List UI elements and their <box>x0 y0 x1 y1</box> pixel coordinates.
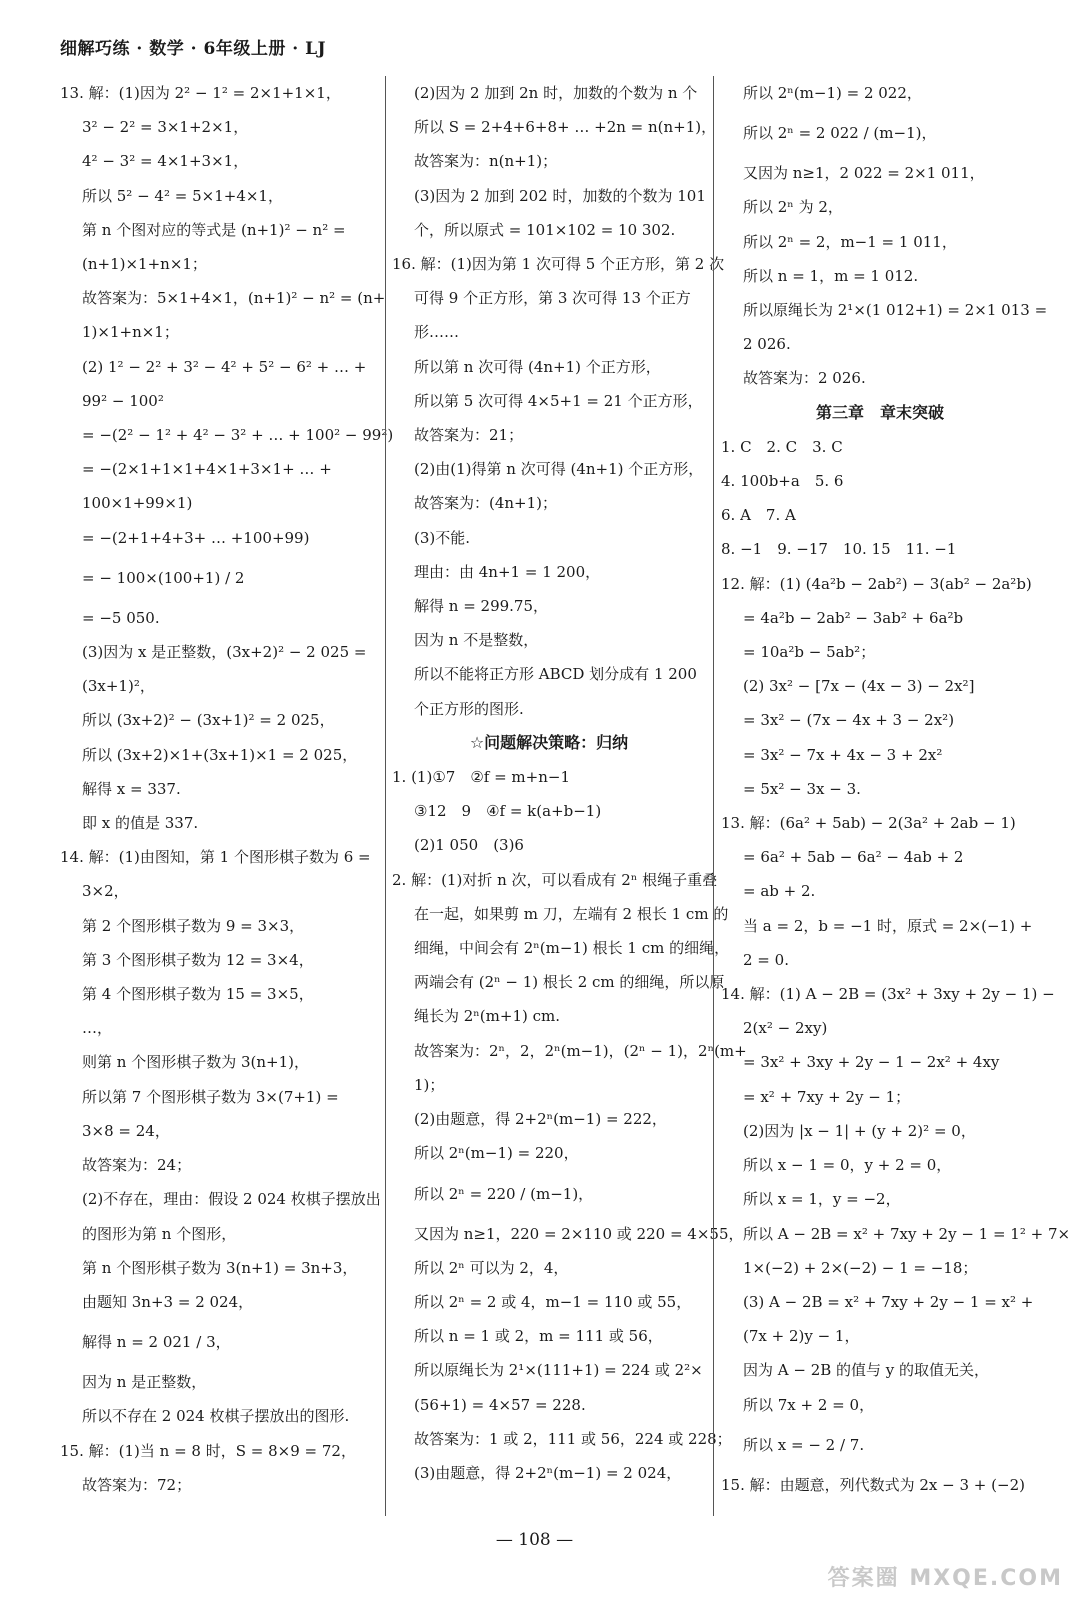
answer-line: = 3x² − 7x + 4x − 3 + 2x² <box>743 745 943 764</box>
answer-line: 所以 x = 1，y = −2， <box>743 1190 901 1209</box>
answer-line: 第 4 个图形棋子数为 15 = 3×5， <box>82 985 314 1004</box>
answer-line: (3)由题意，得 2+2ⁿ(m−1) = 2 024， <box>414 1463 682 1482</box>
answer-line: 所以 n = 1 或 2，m = 111 或 56， <box>414 1327 663 1346</box>
answer-line: 故答案为：5×1+4×1，(n+1)² − n² = (n+ <box>82 289 386 308</box>
answer-line: = −(2×1+1×1+4×1+3×1+ … + <box>82 460 332 479</box>
section-heading: 第三章 章末突破 <box>815 402 944 422</box>
answer-line: 理由：由 4n+1 = 1 200， <box>414 562 601 581</box>
answer-line: (56+1) = 4×57 = 228. <box>414 1395 586 1414</box>
answer-line: (3)因为 x 是正整数，(3x+2)² − 2 025 = <box>82 643 367 662</box>
answer-line: = ab + 2. <box>743 882 816 901</box>
answer-line: 所以 2ⁿ(m−1) = 2 022， <box>743 84 922 102</box>
answer-line: 12. 解：(1) (4a²b − 2ab²) − 3(ab² − 2a²b) <box>721 574 1032 593</box>
answer-line: (3)因为 2 加到 202 时，加数的个数为 101 <box>414 186 706 205</box>
answer-line: 所以第 7 个图形棋子数为 3×(7+1) = <box>82 1087 339 1106</box>
answer-line: 又因为 n≥1，220 = 2×110 或 220 = 4×55， <box>414 1224 744 1243</box>
answer-line: 所以原绳长为 2¹×(1 012+1) = 2×1 013 = <box>743 301 1048 320</box>
answer-column-left <box>60 76 394 1530</box>
answer-line: 绳长为 2ⁿ(m+1) cm. <box>414 1007 561 1026</box>
answer-line: 所以 2ⁿ 为 2， <box>743 198 843 217</box>
answer-line: (2) 1² − 2² + 3² − 4² + 5² − 6² + … + <box>82 357 367 376</box>
answer-line: (3) A − 2B = x² + 7xy + 2y − 1 = x² + <box>743 1292 1034 1311</box>
answer-line: = 4a²b − 2ab² − 3ab² + 6a²b <box>743 608 964 627</box>
answer-line: 6. A 7. A <box>721 506 796 525</box>
answer-line: 第 2 个图形棋子数为 9 = 3×3， <box>82 916 305 935</box>
answer-line: 2 = 0. <box>743 950 789 969</box>
answer-line: 13. 解：(1)因为 2² − 1² = 2×1+1×1， <box>60 84 341 102</box>
answer-line: (2)不存在，理由：假设 2 024 枚棋子摆放出 <box>82 1190 381 1209</box>
answer-line: 所以 S = 2+4+6+8+ … +2n = n(n+1)， <box>414 118 717 137</box>
answer-line: 即 x 的值是 337. <box>82 814 199 833</box>
answer-line: 个正方形的图形. <box>414 699 524 718</box>
answer-line: 解得 n = 2 021 / 3， <box>82 1333 231 1352</box>
answer-line: …， <box>82 1019 113 1038</box>
page-number: — 108 — <box>495 1530 574 1550</box>
answer-line: = −5 050. <box>82 608 160 627</box>
answer-line: = − 100×(100+1) / 2 <box>82 568 245 587</box>
answer-line: 所以不存在 2 024 枚棋子摆放出的图形. <box>82 1407 350 1426</box>
answer-line: 所以 A − 2B = x² + 7xy + 2y − 1 = 1² + 7× <box>743 1224 1070 1243</box>
answer-line: (2)1 050 (3)6 <box>414 836 524 855</box>
answer-line: 100×1+99×1) <box>82 494 193 513</box>
answer-line: (3x+1)²， <box>82 677 155 696</box>
answer-line: = 3x² − (7x − 4x + 3 − 2x²) <box>743 711 955 730</box>
answer-column-right <box>721 76 1070 1530</box>
answer-line: 8. −1 9. −17 10. 15 11. −1 <box>721 540 957 559</box>
answer-line: 3×2， <box>82 882 129 901</box>
answer-line: 可得 9 个正方形，第 3 次可得 13 个正方 <box>414 289 691 308</box>
answer-line: 所以 2ⁿ 可以为 2，4， <box>414 1258 569 1277</box>
answer-line: 所以原绳长为 2¹×(111+1) = 224 或 2²× <box>414 1361 703 1380</box>
answer-line: 所以不能将正方形 ABCD 划分成有 1 200 <box>414 665 697 684</box>
answer-line: 故答案为：72； <box>82 1475 192 1494</box>
answer-line: = −(2+1+4+3+ … +100+99) <box>82 528 310 547</box>
answer-line: 所以第 n 次可得 (4n+1) 个正方形， <box>414 357 661 376</box>
answer-line: 3² − 2² = 3×1+2×1， <box>82 118 249 137</box>
answer-line: = 3x² + 3xy + 2y − 1 − 2x² + 4xy <box>743 1053 1000 1072</box>
answer-line: 1. (1)①7 ②f = m+n−1 <box>392 768 570 787</box>
answer-line: 所以 n = 1，m = 1 012. <box>743 266 919 285</box>
answer-line: 1×(−2) + 2×(−2) − 1 = −18； <box>743 1258 978 1277</box>
answer-line: 所以 x − 1 = 0，y + 2 = 0， <box>743 1156 952 1175</box>
answer-line: (2)因为 |x − 1| + (y + 2)² = 0， <box>743 1121 976 1140</box>
answer-line: 15. 解：由题意，列代数式为 2x − 3 + (−2) <box>721 1475 1025 1494</box>
answer-line: 个，所以原式 = 101×102 = 10 302. <box>414 220 676 239</box>
answer-line: 所以 2ⁿ = 2 022 / (m−1)， <box>743 124 937 143</box>
answer-line: = 10a²b − 5ab²； <box>743 643 876 662</box>
answer-line: 故答案为：21； <box>414 426 524 445</box>
answer-line: 又因为 n≥1，2 022 = 2×1 011， <box>743 164 985 183</box>
answer-line: 1. C 2. C 3. C <box>721 437 843 456</box>
answer-line: 故答案为：24； <box>82 1156 192 1175</box>
answer-line: 故答案为：n(n+1)； <box>414 152 558 171</box>
answer-line: 2. 解：(1)对折 n 次，可以看成有 2ⁿ 根绳子重叠 <box>392 870 718 889</box>
answer-line: 故答案为：2ⁿ，2，2ⁿ(m−1)，(2ⁿ − 1)，2ⁿ(m+ <box>414 1041 747 1060</box>
answer-line: 所以第 5 次可得 4×5+1 = 21 个正方形， <box>414 391 703 410</box>
answer-line: 所以 (3x+2)×1+(3x+1)×1 = 2 025， <box>82 745 358 764</box>
answer-line: (2)由题意，得 2+2ⁿ(m−1) = 222， <box>414 1110 667 1129</box>
answer-line: 所以 5² − 4² = 5×1+4×1， <box>82 186 283 205</box>
answer-line: = 5x² − 3x − 3. <box>743 779 861 798</box>
answer-line: 14. 解：(1) A − 2B = (3x² + 3xy + 2y − 1) − <box>721 985 1055 1004</box>
answer-line: (n+1)×1+n×1； <box>82 255 207 274</box>
answer-line: 则第 n 个图形棋子数为 3(n+1)， <box>82 1053 309 1072</box>
answer-line: (7x + 2)y − 1， <box>743 1327 860 1346</box>
section-heading: ☆问题解决策略：归纳 <box>469 732 629 752</box>
answer-line: 故答案为：1 或 2，111 或 56，224 或 228； <box>414 1429 732 1448</box>
answer-line: 16. 解：(1)因为第 1 次可得 5 个正方形，第 2 次 <box>392 255 725 274</box>
answer-line: 13. 解：(6a² + 5ab) − 2(3a² + 2ab − 1) <box>721 814 1016 833</box>
answer-line: 因为 A − 2B 的值与 y 的取值无关， <box>743 1361 990 1380</box>
answer-line: = x² + 7xy + 2y − 1； <box>743 1087 911 1106</box>
answer-line: 第 3 个图形棋子数为 12 = 3×4， <box>82 950 314 969</box>
answer-line: 2(x² − 2xy) <box>743 1019 828 1038</box>
answer-line: (2) 3x² − [7x − (4x − 3) − 2x²] <box>743 677 975 696</box>
answer-line: 由题知 3n+3 = 2 024， <box>82 1292 254 1311</box>
column-divider <box>385 76 386 1516</box>
answer-line: 细绳，中间会有 2ⁿ(m−1) 根长 1 cm 的细绳， <box>414 939 730 958</box>
answer-line: 两端会有 (2ⁿ − 1) 根长 2 cm 的细绳，所以原 <box>414 973 725 992</box>
answer-line: 99² − 100² <box>82 391 164 410</box>
answer-line: 3×8 = 24， <box>82 1121 170 1140</box>
answer-line: 第 n 个图对应的等式是 (n+1)² − n² = <box>82 220 346 239</box>
column-divider <box>713 76 714 1516</box>
watermark: 答案圈 MXQE.COM <box>827 1566 1063 1591</box>
answer-line: 15. 解：(1)当 n = 8 时，S = 8×9 = 72， <box>60 1441 356 1460</box>
answer-line: 解得 n = 299.75， <box>414 597 549 616</box>
answer-line: 4² − 3² = 4×1+3×1， <box>82 152 249 171</box>
answer-line: 的图形为第 n 个图形， <box>82 1224 237 1243</box>
answer-line: 1)×1+n×1； <box>82 323 179 342</box>
answer-line: 所以 2ⁿ = 220 / (m−1)， <box>414 1184 594 1203</box>
answer-line: 4. 100b+a 5. 6 <box>721 472 844 491</box>
answer-line: 1)； <box>414 1075 445 1094</box>
answer-line: 所以 2ⁿ = 2 或 4，m−1 = 110 或 55， <box>414 1292 692 1311</box>
answer-line: = −(2² − 1² + 4² − 3² + … + 100² − 99²) <box>82 426 394 445</box>
answer-line: 所以 2ⁿ(m−1) = 220， <box>414 1144 579 1163</box>
answer-line: 解得 x = 337. <box>82 779 181 798</box>
answer-line: = 6a² + 5ab − 6a² − 4ab + 2 <box>743 848 964 867</box>
answer-line: 因为 n 不是整数， <box>414 631 539 650</box>
answer-line: 当 a = 2，b = −1 时，原式 = 2×(−1) + <box>743 916 1033 935</box>
answer-line: 因为 n 是正整数， <box>82 1373 207 1392</box>
answer-line: 形…… <box>414 323 460 342</box>
answer-line: 故答案为：2 026. <box>743 369 866 388</box>
answer-line: 14. 解：(1)由图知，第 1 个图形棋子数为 6 = <box>60 848 371 867</box>
answer-line: 所以 7x + 2 = 0， <box>743 1395 875 1414</box>
answer-line: 第 n 个图形棋子数为 3(n+1) = 3n+3， <box>82 1258 358 1277</box>
answer-line: 所以 2ⁿ = 2，m−1 = 1 011， <box>743 232 957 251</box>
answer-line: 所以 (3x+2)² − (3x+1)² = 2 025， <box>82 711 335 730</box>
answer-line: 2 026. <box>743 335 791 354</box>
answer-line: 所以 x = − 2 / 7. <box>743 1435 865 1454</box>
answer-line: 在一起，如果剪 m 刀，左端有 2 根长 1 cm 的 <box>414 904 729 923</box>
running-header: 细解巧练 · 数学 · 6年级上册 · LJ <box>60 39 327 59</box>
answer-line: 故答案为：(4n+1)； <box>414 494 558 513</box>
answer-column-middle <box>392 76 747 1530</box>
answer-line: ③12 9 ④f = k(a+b−1) <box>414 802 602 821</box>
answer-line: (2)由(1)得第 n 次可得 (4n+1) 个正方形， <box>414 460 704 479</box>
answer-line: (3)不能. <box>414 528 471 547</box>
answer-line: (2)因为 2 加到 2n 时，加数的个数为 n 个 <box>414 84 698 102</box>
